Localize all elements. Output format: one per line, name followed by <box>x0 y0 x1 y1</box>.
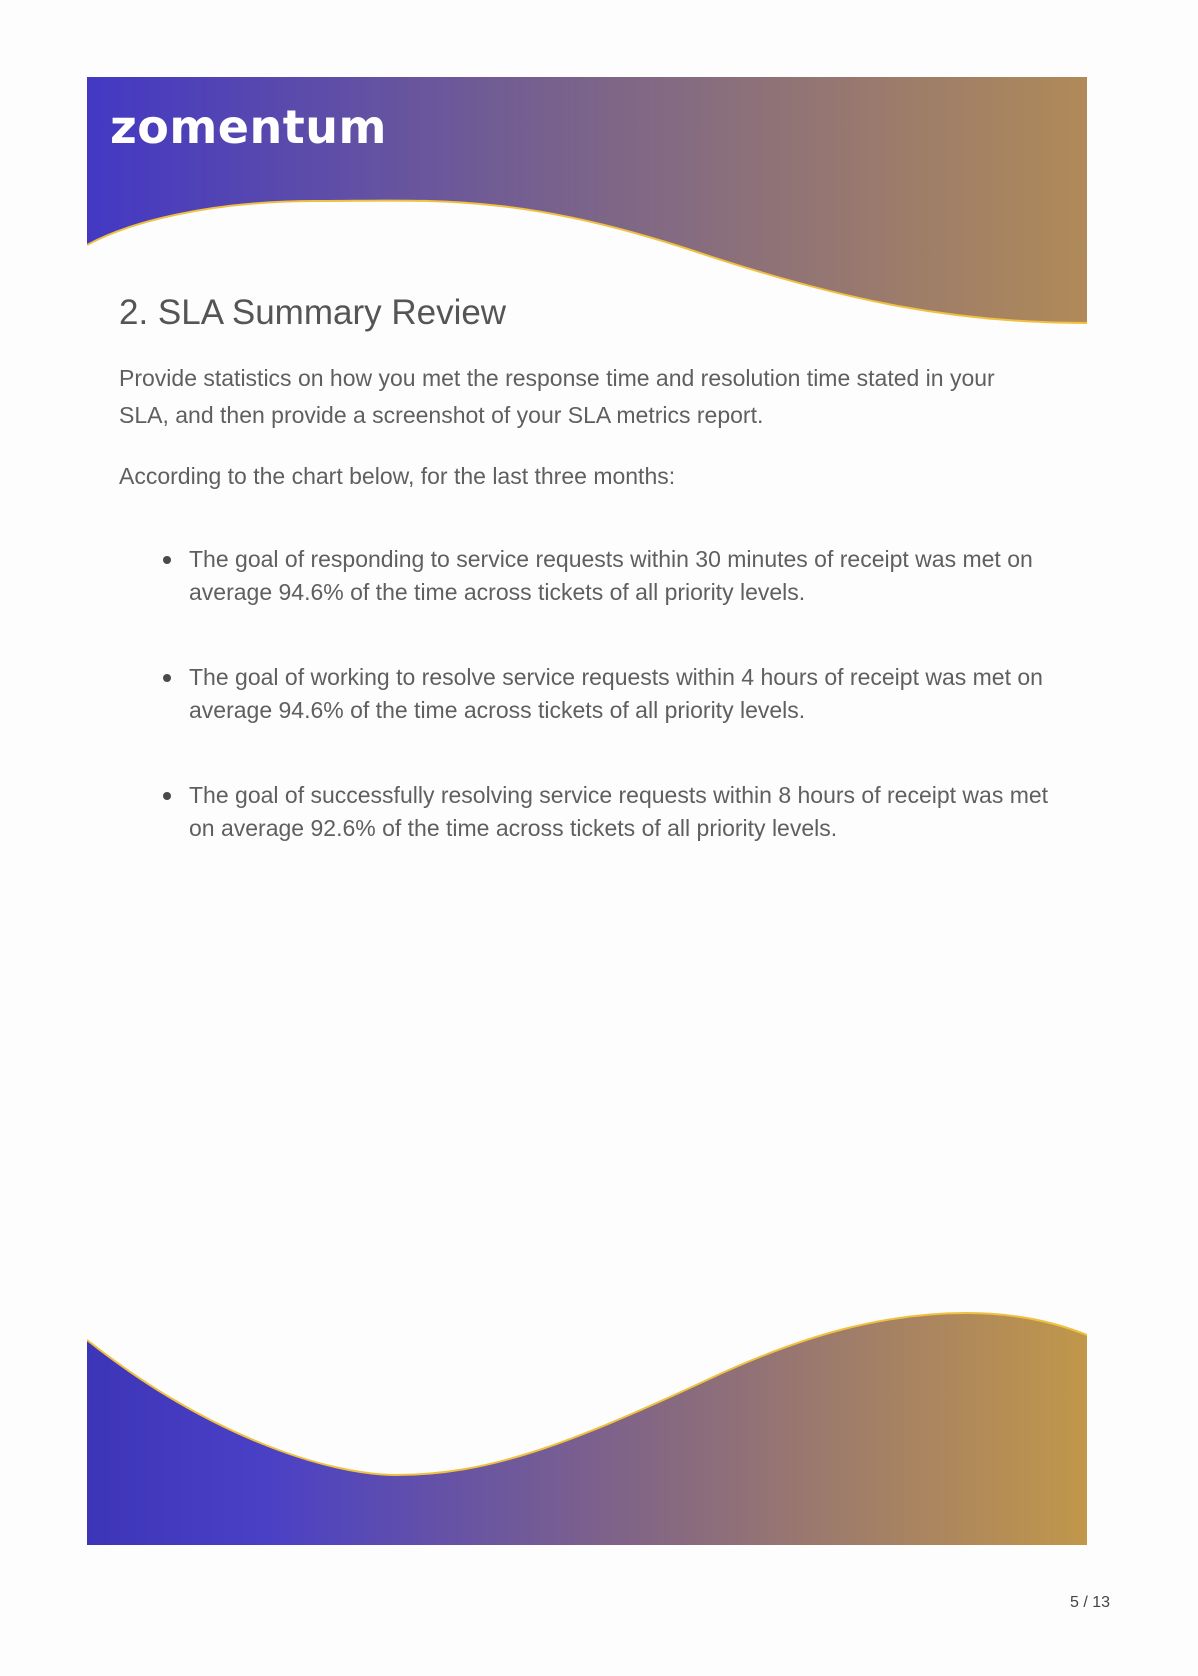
bullet-icon <box>163 792 171 800</box>
list-item-text: The goal of responding to service requests within 30 minutes of receipt was met on average 94.6% of the time across tickets of all priority levels. <box>189 546 1033 605</box>
page-number: 5 / 13 <box>1069 1594 1110 1611</box>
list-item-text: The goal of successfully resolving service requests within 8 hours of receipt was met on average 92.6% of the time across tickets of all priority levels. <box>189 782 1049 841</box>
section-title: 2. SLA Summary Review <box>119 293 507 332</box>
sla-bullet-list <box>119 543 1049 845</box>
intro-paragraph: Provide statistics on how you met the response time and resolution time stated in your SLA, and then provide a screenshot of your SLA metrics report. <box>119 365 995 428</box>
lead-paragraph: According to the chart below, for the last three months: <box>119 463 676 489</box>
list-item <box>189 661 1049 727</box>
section-content <box>119 292 1049 897</box>
list-item-text: The goal of working to resolve service requests within 4 hours of receipt was met on average 94.6% of the time across tickets of all priority levels. <box>189 664 1043 723</box>
footer-banner <box>87 1305 1087 1545</box>
bullet-icon <box>163 556 171 564</box>
bullet-icon <box>163 674 171 682</box>
zomentum-logo: zomentum <box>110 100 387 154</box>
list-item <box>189 543 1049 609</box>
list-item <box>189 779 1049 845</box>
